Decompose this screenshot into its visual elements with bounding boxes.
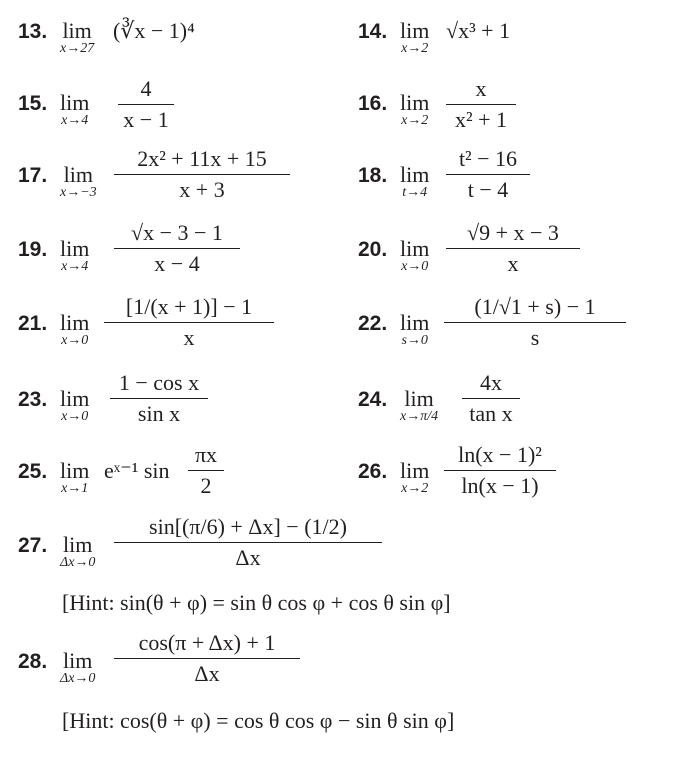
fraction-bar [114,174,290,175]
limit-subscript: Δx→0 [60,671,96,686]
problem-number: 19. [18,238,48,261]
problem-28 [18,630,678,740]
numerator: cos(π + Δx) + 1 [138,630,276,655]
problem-number: 22. [358,312,388,335]
limit [400,164,429,200]
denominator: x [507,251,519,276]
fraction [462,370,520,427]
problem-number: 27. [18,534,48,557]
problem-20 [358,220,678,282]
numerator: 2x² + 11x + 15 [137,146,267,171]
limit-subscript: x→4 [61,113,89,128]
limit [60,238,89,274]
problem-number: 20. [358,238,388,261]
lim-word: lim [400,310,430,335]
numerator: (1/√1 + s) − 1 [474,294,596,319]
limit [60,164,97,200]
problem-18 [358,146,678,208]
lim-word: lim [62,18,92,43]
fraction-bar [118,104,174,105]
limit [60,312,89,348]
fraction [114,146,290,203]
fraction-bar [114,248,240,249]
limit [400,238,429,274]
numerator: 1 − cos x [118,370,200,395]
fraction-bar [446,248,580,249]
numerator: √9 + x − 3 [467,220,559,245]
limit-subscript: x→−3 [60,185,97,200]
lim-word: lim [63,162,93,187]
numerator: [1/(x + 1)] − 1 [125,294,253,319]
problem-number: 21. [18,312,48,335]
problem-number: 14. [358,20,388,43]
fraction [446,146,530,203]
expression: (∛x − 1)⁴ [113,18,195,43]
limit-subscript: x→2 [401,481,429,496]
limit-subscript: x→1 [61,481,89,496]
limit [400,388,438,424]
fraction [104,294,274,351]
limit [60,388,89,424]
limit-subscript: x→π/4 [400,409,439,424]
fraction-bar [446,104,516,105]
problem-13 [18,18,338,68]
problem-24 [358,370,678,432]
numerator: ln(x − 1)² [458,442,542,467]
problem-15 [18,76,338,136]
limit [60,20,94,56]
problem-25 [18,442,338,504]
denominator: Δx [194,661,220,686]
numerator: sin[(π/6) + Δx] − (1/2) [149,514,347,539]
fraction-bar [446,174,530,175]
numerator: t² − 16 [458,146,518,171]
numerator: πx [194,442,218,467]
lim-word: lim [400,90,430,115]
problem-number: 17. [18,164,48,187]
denominator: t − 4 [467,177,509,202]
lim-word: lim [404,386,434,411]
fraction-bar [104,322,274,323]
hint: [Hint: sin(θ + φ) = sin θ cos φ + cos θ sin φ] [62,590,451,615]
fraction [446,76,516,133]
fraction [110,370,208,427]
lim-word: lim [60,236,90,261]
problem-number: 25. [18,460,48,483]
limit [400,20,429,56]
limit-subscript: x→4 [61,259,89,274]
denominator: x² + 1 [454,107,507,132]
lim-word: lim [60,458,90,483]
denominator: sin x [137,401,181,426]
fraction [114,514,382,571]
fraction [118,76,174,133]
lim-word: lim [400,236,430,261]
problem-19 [18,220,338,282]
lim-word: lim [60,310,90,335]
numerator: √x − 3 − 1 [131,220,223,245]
limit [60,534,95,570]
numerator: x [475,76,487,101]
limit-subscript: Δx→0 [60,555,96,570]
hint: [Hint: cos(θ + φ) = cos θ cos φ − sin θ sin φ] [62,708,455,733]
problem-27 [18,514,678,618]
denominator: x [183,325,195,350]
limit-subscript: t→4 [402,185,428,200]
fraction [114,220,240,277]
problem-number: 18. [358,164,388,187]
limit [60,460,89,496]
problem-number: 15. [18,92,48,115]
problem-number: 24. [358,388,388,411]
fraction-bar [114,658,300,659]
problem-16 [358,76,678,136]
fraction [188,442,224,499]
limit-subscript: x→2 [401,41,429,56]
problem-number: 28. [18,650,48,673]
fraction-bar [114,542,382,543]
limit-subscript: x→0 [401,259,429,274]
limit [400,92,429,128]
fraction [444,442,556,499]
fraction-bar [110,398,208,399]
numerator: 4x [480,370,502,395]
lim-word: lim [60,90,90,115]
problem-17 [18,146,338,208]
fraction-bar [462,398,520,399]
limit-subscript: x→0 [61,333,89,348]
limit-subscript: x→2 [401,113,429,128]
denominator: ln(x − 1) [461,473,539,498]
problem-21 [18,294,338,356]
fraction [114,630,300,687]
denominator: x − 1 [123,107,169,132]
limit [400,460,429,496]
denominator: tan x [469,401,513,426]
expression-prefix: eˣ⁻¹ sin [104,458,170,483]
problem-23 [18,370,338,432]
fraction [444,294,626,351]
limit-subscript: x→0 [61,409,89,424]
lim-word: lim [400,458,430,483]
denominator: x − 4 [154,251,200,276]
lim-word: lim [400,162,430,187]
problem-26 [358,442,678,504]
limit [60,650,95,686]
problem-number: 23. [18,388,48,411]
problem-number: 26. [358,460,388,483]
lim-word: lim [63,648,93,673]
lim-word: lim [60,386,90,411]
denominator: s [530,325,540,350]
fraction [446,220,580,277]
denominator: 2 [200,473,212,498]
denominator: Δx [235,545,261,570]
problem-14 [358,18,678,68]
lim-word: lim [63,532,93,557]
numerator: 4 [140,76,152,101]
problem-number: 13. [18,20,48,43]
fraction-bar [444,470,556,471]
problem-number: 16. [358,92,388,115]
fraction-bar [444,322,626,323]
denominator: x + 3 [179,177,225,202]
expression: √x³ + 1 [446,18,511,43]
lim-word: lim [400,18,430,43]
limit-subscript: x→27 [60,41,95,56]
limit-subscript: s→0 [401,333,428,348]
problem-22 [358,294,678,356]
fraction-bar [188,470,224,471]
limit [60,92,89,128]
limit [400,312,429,348]
